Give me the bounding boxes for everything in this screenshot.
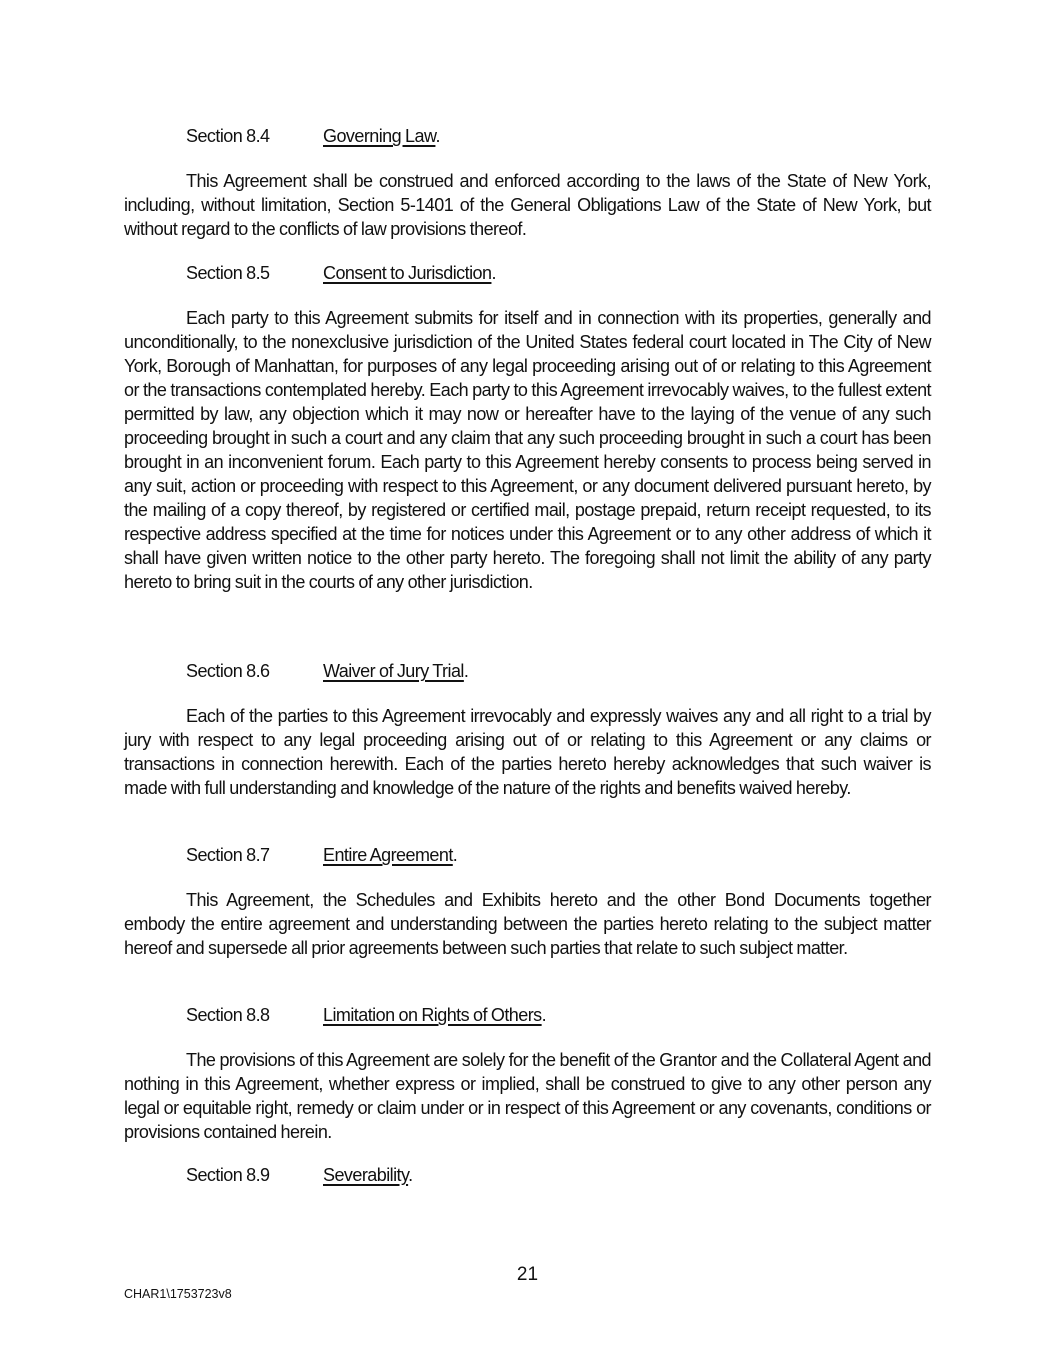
section-number: Section 8.9 [186,1165,270,1185]
section-title: Severability. [323,1165,413,1185]
document-id: CHAR1\1753723v8 [124,1287,232,1301]
section-heading-8-6 [124,659,931,683]
paragraph: This Agreement shall be construed and enforced according to the laws of the State of New York, including, without limitation, Section 5-1401 of the General Obligations Law of the State of New York, but without regard to the conflicts of law provisions thereof. [124,171,931,239]
section-number: Section 8.4 [186,126,270,146]
section-title: Consent to Jurisdiction. [323,263,496,283]
section-title: Entire Agreement. [323,845,458,865]
section-title: Governing Law. [323,126,440,146]
section-heading-8-5 [124,261,931,285]
section-body-8-7 [124,888,931,960]
section-number: Section 8.8 [186,1005,270,1025]
section-heading-8-4 [124,124,931,148]
paragraph: Each of the parties to this Agreement irrevocably and expressly waives any and all right to a trial by jury with respect to any legal proceeding arising out of or relating to this Agreement or any claims or transactions in connection herewith. Each of the parties hereto hereby acknowledges that such waiver is made with full understanding and knowledge of the nature of the rights and benefits waived hereby. [124,706,931,798]
section-number: Section 8.6 [186,661,270,681]
section-number: Section 8.5 [186,263,270,283]
section-number: Section 8.7 [186,845,270,865]
paragraph: This Agreement, the Schedules and Exhibits hereto and the other Bond Documents together embody the entire agreement and understanding between the parties hereto relating to the subject matter hereof and supersede all prior agreements between such parties that relate to such subject matter. [124,890,931,958]
page-number: 21 [516,1264,539,1285]
paragraph: Each party to this Agreement submits for itself and in connection with its properties, generally and unconditionally, to the nonexclusive jurisdiction of the United States federal court located in The City of New York, Borough of Manhattan, for purposes of any legal proceeding arising out of or relating to this Agreement or the transactions contemplated hereby. Each party to this Agreement irrevocably waives, to the fullest extent permitted by law, any objection which it may now or hereafter have to the laying of the venue of any such proceeding brought in such a court and any claim that any such proceeding brought in such a court has been brought in an inconvenient forum. Each party to this Agreement hereby consents to process being served in any suit, action or proceeding with respect to this Agreement, or any document delivered pursuant hereto, by the mailing of a copy thereof, by registered or certified mail, postage prepaid, return receipt requested, to its respective address specified at the time for notices under this Agreement or to any other address of which it shall have given written notice to the other party hereto. The foregoing shall not limit the ability of any party hereto to bring suit in the courts of any other jurisdiction. [124,308,931,592]
section-heading-8-9 [124,1163,931,1187]
section-heading-8-8 [124,1003,931,1027]
section-title: Waiver of Jury Trial. [323,661,469,681]
section-title: Limitation on Rights of Others. [323,1005,547,1025]
section-body-8-4 [124,169,931,241]
section-body-8-5 [124,306,931,594]
section-heading-8-7 [124,843,931,867]
section-body-8-8 [124,1048,931,1144]
paragraph: The provisions of this Agreement are solely for the benefit of the Grantor and the Collateral Agent and nothing in this Agreement, whether express or implied, shall be construed to give to any other person any legal or equitable right, remedy or claim under or in respect of this Agreement or any covenants, conditions or provisions contained herein. [124,1050,931,1142]
section-body-8-6 [124,704,931,800]
